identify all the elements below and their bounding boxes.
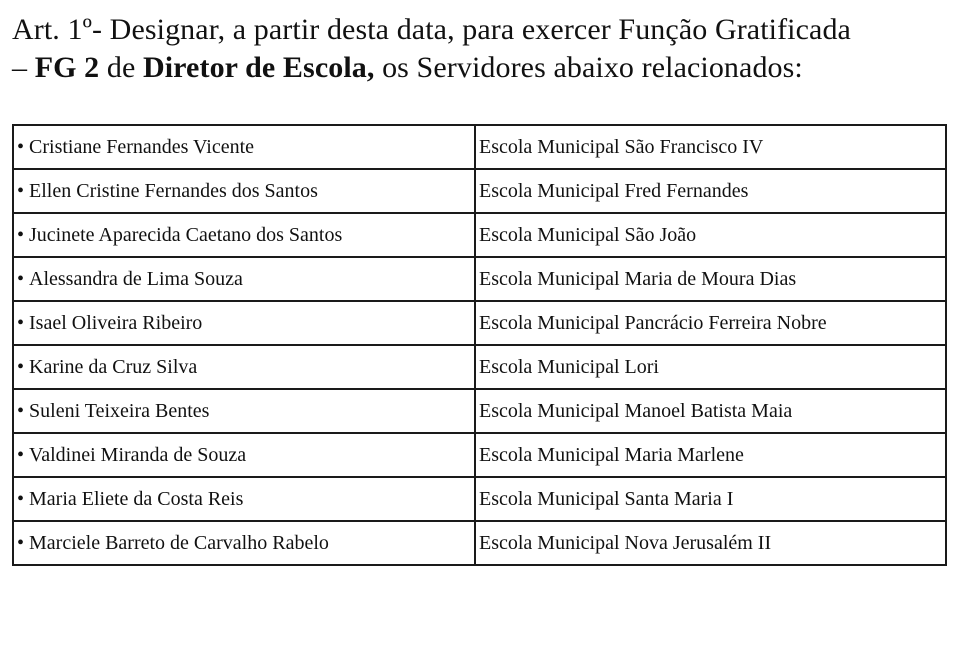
- school-cell: [475, 213, 946, 257]
- school-name: Escola Municipal Pancrácio Ferreira Nobre: [479, 312, 827, 334]
- servant-name-cell: [13, 213, 475, 257]
- servant-name: Ellen Cristine Fernandes dos Santos: [29, 180, 318, 202]
- heading-tail: os Servidores abaixo relacionados:: [374, 51, 803, 84]
- bullet: •: [17, 356, 25, 378]
- role-title: Diretor de Escola,: [142, 51, 375, 84]
- heading-dash: –: [12, 51, 35, 84]
- heading-line-2: [12, 49, 952, 87]
- school-name: Escola Municipal Maria Marlene: [479, 444, 744, 466]
- heading-line-1: Art. 1º- Designar, a partir desta data, para exercer Função Gratificada: [12, 13, 851, 46]
- servant-name-cell: [13, 257, 475, 301]
- table-row: [13, 345, 946, 389]
- table-row: [13, 125, 946, 169]
- servant-name-cell: [13, 345, 475, 389]
- appointments-table: [12, 124, 947, 566]
- servant-name-cell: [13, 389, 475, 433]
- servant-name: Valdinei Miranda de Souza: [29, 444, 247, 466]
- servant-name-cell: [13, 169, 475, 213]
- appointments-table-container: [12, 124, 947, 566]
- heading-connector: de: [99, 51, 143, 84]
- bullet: •: [17, 312, 25, 334]
- servant-name: Isael Oliveira Ribeiro: [29, 312, 203, 334]
- servant-name-cell: [13, 521, 475, 565]
- table-row: [13, 301, 946, 345]
- table-row: [13, 521, 946, 565]
- table-row: [13, 477, 946, 521]
- school-cell: [475, 521, 946, 565]
- servant-name-cell: [13, 477, 475, 521]
- school-cell: [475, 433, 946, 477]
- school-name: Escola Municipal Manoel Batista Maia: [479, 400, 793, 422]
- bullet: •: [17, 400, 25, 422]
- servant-name: Jucinete Aparecida Caetano dos Santos: [29, 224, 343, 246]
- servant-name: Alessandra de Lima Souza: [29, 268, 243, 290]
- school-name: Escola Municipal Maria de Moura Dias: [479, 268, 797, 290]
- school-name: Escola Municipal Fred Fernandes: [479, 180, 749, 202]
- article-heading: [12, 11, 952, 87]
- school-cell: [475, 301, 946, 345]
- table-row: [13, 389, 946, 433]
- school-name: Escola Municipal São Francisco IV: [479, 136, 764, 158]
- bullet: •: [17, 532, 25, 554]
- bullet: •: [17, 180, 25, 202]
- school-cell: [475, 389, 946, 433]
- bullet: •: [17, 136, 25, 158]
- servant-name-cell: [13, 301, 475, 345]
- school-cell: [475, 169, 946, 213]
- school-cell: [475, 125, 946, 169]
- bullet: •: [17, 268, 25, 290]
- servant-name: Marciele Barreto de Carvalho Rabelo: [29, 532, 329, 554]
- table-row: [13, 257, 946, 301]
- table-row: [13, 169, 946, 213]
- school-name: Escola Municipal Lori: [479, 356, 659, 378]
- servant-name: Maria Eliete da Costa Reis: [29, 488, 244, 510]
- servant-name: Suleni Teixeira Bentes: [29, 400, 210, 422]
- school-name: Escola Municipal São João: [479, 224, 697, 246]
- function-code: FG 2: [34, 51, 100, 84]
- servant-name-cell: [13, 125, 475, 169]
- servant-name: Cristiane Fernandes Vicente: [29, 136, 255, 158]
- bullet: •: [17, 224, 25, 246]
- school-cell: [475, 345, 946, 389]
- bullet: •: [17, 488, 25, 510]
- school-name: Escola Municipal Santa Maria I: [479, 488, 734, 510]
- school-name: Escola Municipal Nova Jerusalém II: [479, 532, 772, 554]
- servant-name: Karine da Cruz Silva: [29, 356, 198, 378]
- servant-name-cell: [13, 433, 475, 477]
- table-row: [13, 433, 946, 477]
- table-row: [13, 213, 946, 257]
- school-cell: [475, 477, 946, 521]
- appointments-table-body: [13, 125, 946, 565]
- school-cell: [475, 257, 946, 301]
- bullet: •: [17, 444, 25, 466]
